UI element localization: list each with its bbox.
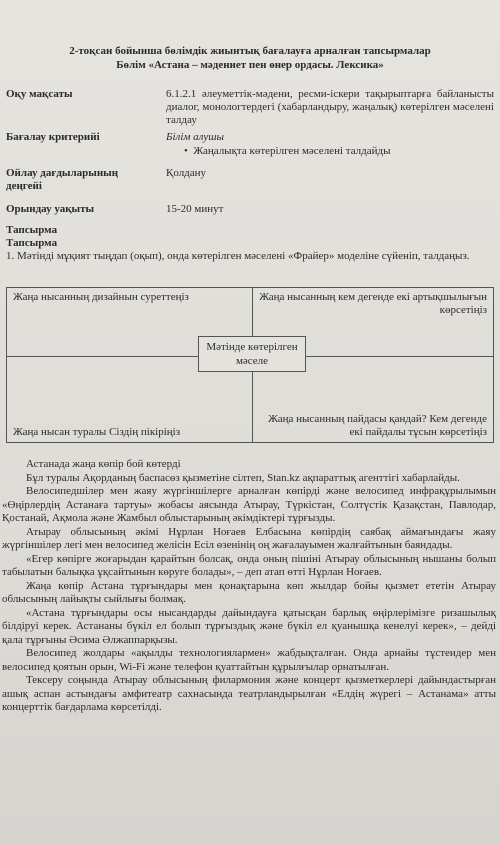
thinking-value: Қолдану (166, 167, 207, 179)
frayer-bottom-left: Жаңа нысан туралы Сіздің пікіріңіз (13, 426, 181, 438)
objective-value: 6.1.2.1 әлеуметтік-мәдени, ресми-іскери тақырыптарға байланысты диалог, монологтердегі (хабарландыру, жаңалық) көтерілген мәселені талдау (166, 88, 494, 126)
article (2, 458, 496, 715)
article-paragraph: Велосипед жолдары «ақылды технологиялармен» жабдықталған. Онда арнайы тұстеидер мен велосипед қоятын орын, Wi-Fi және телефон қуаттайтын құрылғылар орнатылған. (2, 647, 496, 673)
article-paragraph: Атырау облысының әкімі Нұрлан Ноғаев Елбасына көпірдің саябақ аймағындағы жаяу жүргіншілер легі мен велосипед желісін Есіл өзенінің оң жағалауымен жалғайтынын баяндады. (2, 525, 496, 551)
bullet-icon: • (184, 145, 194, 157)
frayer-top-left: Жаңа нысанның дизайнын суреттеңіз (13, 291, 189, 303)
time-value: 15-20 минут (166, 203, 224, 215)
document-title (0, 44, 500, 72)
time-label: Орындау уақыты (6, 203, 95, 215)
criteria-learner: Білім алушы (166, 131, 224, 143)
criteria-item-text: Жаңалықта көтерілген мәселені талдайды (193, 145, 391, 157)
title-line-2: Бөлім «Астана – мәдениет пен өнер ордасы. Лексика» (116, 59, 384, 71)
frayer-model-table (6, 287, 494, 443)
article-headline: Астанада жаңа көпір бой көтерді (26, 458, 181, 470)
article-paragraph: Жаңа көпір Астана тұрғындары мен қонақтарына көп жылдар бойы қызмет ететін Атырау облысының лайықты сыйлығы болмақ. (2, 579, 496, 605)
frayer-center-box: Мәтінде көтерілген мәселе (198, 336, 306, 372)
article-paragraph: «Егер көпірге жоғарыдан қарайтын болсақ, онда оның пішіні Атырау облысының нышаны болып табылатын балықка ұқсайтынын көруге болады», – деп атап өтті Нұрлан Ноғаев. (2, 552, 496, 578)
objective-label: Оқу мақсаты (6, 88, 73, 100)
frayer-bottom-right: Жаңа нысанның пайдасы қандай? Кем дегенде екі пайдалы тұсын көрсетіңіз (268, 413, 487, 438)
task-heading-2: Тапсырма (6, 237, 58, 249)
task-text: 1. Мәтінді мұқият тыңдап (оқып), онда көтерілген мәселені «Фрайер» моделіне сүйеніп, талдаңыз. (6, 250, 470, 262)
thinking-label: Ойлау дағдыларының деңгейі (6, 167, 119, 192)
article-paragraph: Тексеру соңында Атырау облысының филармония және концерт қызметкерлері дайындастырған ашық аспан астындағы амфитеатр сахнасында театрландырылған «Елдің жүрегі – Астанама» атты концерттік бағдарлама көрсетілді. (2, 674, 496, 713)
article-paragraph: Бұл туралы Ақорданың баспасөз қызметіне сілтеп, Stan.kz ақпараттық агенттігі хабарлайды. (26, 471, 460, 484)
article-paragraph: Велосипедшілер мен жаяу жүргіншілерге арналған көпірді және велосипед инфрақұрылымын «Өңірлердің Астанаға тартуы» жобасы аясында Атырау, Түркістан, Солтүстік Қазақстан, Павлодар, Қостанай, Ақмола және Жамбыл облыстарының әкімдіктері тұрғызды. (2, 485, 496, 524)
criteria-label: Бағалау критерийі (6, 131, 100, 143)
task-heading-1: Тапсырма (6, 224, 58, 236)
frayer-top-right: Жаңа нысанның кем дегенде екі артықшылығын көрсетіңіз (259, 291, 487, 316)
article-paragraph: «Астана тұрғындары осы нысандарды дайындауға қатысқан барлық өңірлерімізге ризашылық білдіруі керек. Астананы бүкіл ел болып тұрғыздық және бүкіл ел қуанышқа кенелуі керек», – дейді қала тұрғыны Әсима Әлжаппарқызы. (2, 606, 496, 646)
title-line-1: 2-тоқсан бойынша бөлімдік жиынтық бағалауға арналған тапсырмалар (69, 45, 431, 57)
criteria-item (184, 145, 391, 158)
